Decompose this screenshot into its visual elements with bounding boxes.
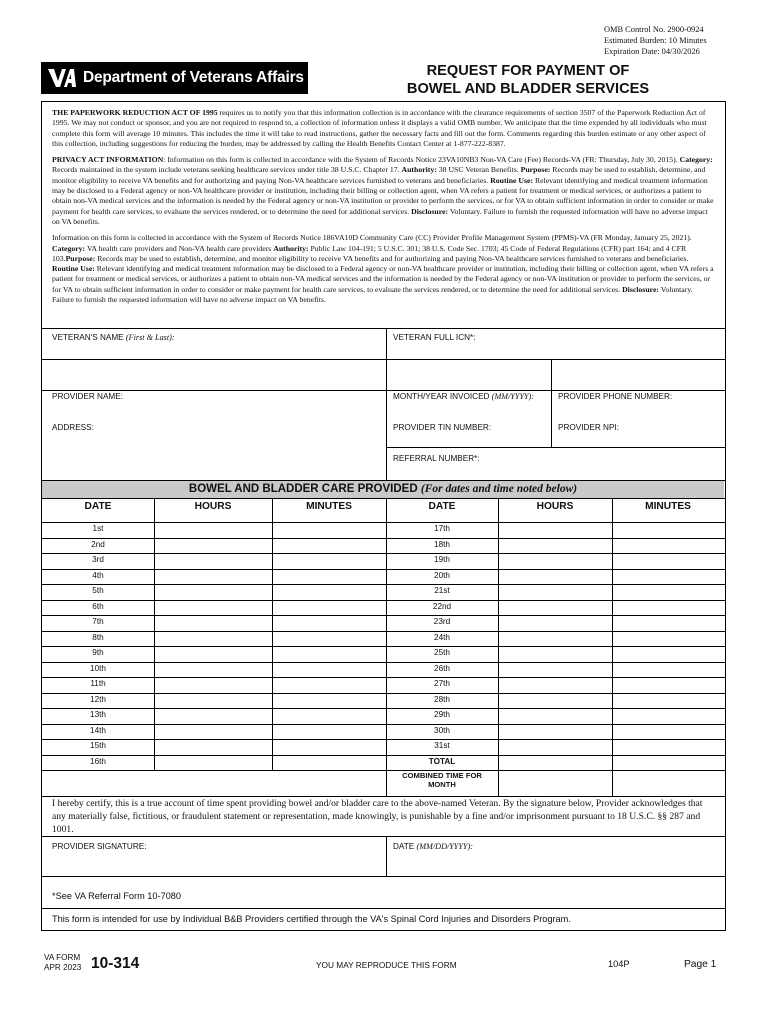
col-minutes-right: MINUTES [645,501,691,512]
provider-name-field[interactable]: PROVIDER NAME: [52,392,123,401]
department-name: Department of Veterans Affairs [83,69,304,86]
intended-use-note: This form is intended for use by Individual B&B Providers certified through the VA's Spinal Cord Injuries and Disorders Program. [52,914,571,924]
information-notice: Information on this form is collected in accordance with the System of Records Notice 186VA10D Community Care (CC) Provider Profile Management System (PPMS)-VA (FR Monday, January 25, 2021). Category: VA health care providers and Non-VA health care providers Authority: Public Law 104-191; 5 U.S.C. 301; 38 U.S. Code Sec. 1703; 45 Code of Federal Regulations (CFR) part 164; and 4 CFR 103.Purpose: Records may be used to establish, determine, and monitor eligibility to receive VA benefits and for authorizing and paying Non-VA healthcare services furnished to veterans and beneficiaries. Routine Use: Relevant identifying and medical treatment information may be disclosed to a Federal agency or non-VA healthcare provider or institution, including their billing or collection agent, when VA refers a patient for treatment or medical services, or authorizes a patient to obtain non-VA medical services and the information is needed by the Federal agency or non-VA institution or provider to perform the services, or for VA to obtain sufficient information in order to consider or make payment for health care services, to evaluate the services rendered, or to determine the need for additional services. Disclosure: Voluntary. Failure to furnish the requested information will have no adverse impact on VA benefits. [52,233,714,305]
grid-row-line [42,615,725,616]
grid-row-line [42,724,725,725]
day-cell: 20th [434,570,450,580]
day-cell: 29th [434,710,450,719]
grid-row-line [42,553,725,554]
provider-phone-field[interactable]: PROVIDER PHONE NUMBER: [558,392,673,401]
day-cell: 8th [92,632,104,642]
day-cell: 22nd [432,601,452,611]
grid-row-line [42,677,725,678]
grid-row-line [42,522,725,523]
day-cell: 3rd [92,555,104,564]
day-cell: 10th [90,663,106,673]
grid-row-line [42,646,725,647]
grid-row-line [42,770,725,771]
referral-number-field[interactable]: REFERRAL NUMBER*: [393,454,480,463]
provider-npi-field[interactable]: PROVIDER NPI: [558,423,619,432]
total-label: TOTAL [428,756,456,766]
grid-row-line [42,584,725,585]
grid-row-line [42,755,725,756]
day-cell: 26th [434,663,450,673]
day-cell: 2nd [91,539,105,549]
day-cell: 19th [434,555,450,564]
veteran-icn-field[interactable]: VETERAN FULL ICN*: [393,333,476,342]
privacy-notice: PRIVACY ACT INFORMATION: Information on this form is collected in accordance with the System of Records Notice 23VA10NB3 Non-VA Care (Fee) Records-VA (FR: Thursday, July 30, 2015). Category: Records maintained in the system include veterans seeking healthcare services under title 38 U.S.C. Chapter 17. Authority: 38 USC Veteran Benefits. Purpose: Records may be used to establish, determine, and monitor eligibility to receive VA benefits and for authorizing and paying Non-VA healthcare services furnished to veterans and beneficiaries. Routine Use: Relevant identifying and medical treatment information may be disclosed to a Federal agency or non-VA healthcare provider or institution, including their billing or collection agent, when VA refers a patient for treatment or medical services, or authorizes a patient to obtain non-VA medical services and the information is needed by the Federal agency or non-VA institution or provider to perform the services, or for VA to obtain sufficient information in order to consider or make payment for health care services, to evaluate the services rendered, or to determine the need for additional services. Disclosure: Voluntary. Failure to furnish the requested information will have no adverse impact on VA benefits. [52,155,714,226]
veteran-name-field[interactable]: VETERAN'S NAME (First & Last): [52,333,175,342]
day-cell: 5th [92,586,104,595]
provider-signature-field[interactable]: PROVIDER SIGNATURE: [52,842,147,851]
va-logo [41,62,308,94]
address-field[interactable]: ADDRESS: [52,423,94,432]
combined-time-label: COMBINED TIME FOR MONTH [402,771,482,789]
title-line-2: BOWEL AND BLADDER SERVICES [406,81,650,97]
day-cell: 9th [92,648,104,657]
day-cell: 6th [92,601,104,611]
grid-bottom-line [42,796,725,797]
day-cell: 21st [434,586,450,595]
title-line-1: REQUEST FOR PAYMENT OF [426,63,630,79]
col-date-left: DATE [84,501,112,512]
day-cell: 15th [90,741,106,750]
col-hours-right: HOURS [536,501,574,512]
day-cell: 4th [92,570,104,580]
referral-form-note: *See VA Referral Form 10-7080 [52,891,182,901]
omb-control-number: OMB Control No. 2900-0924 [604,25,704,34]
omb-block [604,24,707,57]
form-code: 104P [608,959,630,969]
form-body [41,101,726,931]
form-footer [41,951,726,981]
paperwork-notice: THE PAPERWORK REDUCTION ACT OF 1995 requires us to notify you that this information collection is in accordance with the clearance requirements of section 3507 of the Paperwork Reduction Act of 1995. We may not conduct or sponsor, and you are not required to respond to, a collection of information unless it displays a valid OMB number. We anticipate that the time expended by all individuals who must complete this form will average 10 minutes. This includes the time it will take to read instructions, gather the necessary facts and fill out the form. Comments regarding this burden estimate or any other aspect of this collection, including suggestions for reducing the burden, may be addressed by calling the Health Benefits Contact Center at 1-877-222-8387. [52,108,707,148]
day-cell: 24th [434,632,450,642]
certification-statement: I hereby certify, this is a true account of time spent providing bowel and/or bladder care to the above-named Veteran. By the signature below, Provider acknowledges that any materially false, fictitious, or fraudulent statement or representation, made knowingly, is punishable by a fine and/or imprisonment pursuant to 18 U.S.C. §§ 287 and 1001. [52,798,703,835]
day-cell: 14th [90,725,106,735]
col-date-right: DATE [428,501,456,512]
provider-tin-field[interactable]: PROVIDER TIN NUMBER: [393,423,492,432]
day-cell: 13th [90,710,106,719]
col-hours-left: HOURS [194,501,232,512]
day-cell: 25th [434,648,450,657]
care-table-title: BOWEL AND BLADDER CARE PROVIDED (For dates and time noted below) [42,481,724,498]
grid-row-line [42,631,725,632]
signature-date-field[interactable]: DATE (MM/DD/YYYY): [393,842,473,851]
grid-col-line [272,498,273,770]
grid-row-line [42,662,725,663]
form-number: 10-314 [91,955,140,972]
day-cell: 12th [90,694,106,704]
day-cell: 31st [434,741,450,750]
grid-row-line [42,538,725,539]
day-cell: 27th [434,679,450,688]
va-seal-icon [47,67,77,89]
expiration-date: Expiration Date: 04/30/2026 [604,47,700,56]
va-form-label: VA FORM APR 2023 [44,953,82,972]
form-header [41,62,726,100]
reproduce-notice: YOU MAY REPRODUCE THIS FORM [316,960,457,970]
grid-col-line [612,498,613,796]
day-cell: 18th [434,539,450,549]
grid-row-line [42,708,725,709]
day-cell: 7th [92,617,104,626]
day-cell: 30th [434,725,450,735]
grid-row-line [42,693,725,694]
grid-col-line [154,498,155,770]
day-cell: 23rd [433,617,451,626]
page-number: Page 1 [684,959,717,970]
estimated-burden: Estimated Burden: 10 Minutes [604,36,707,45]
day-cell: 1st [92,524,104,533]
grid-row-line [42,600,725,601]
notices [42,102,725,305]
day-cell: 16th [90,756,106,766]
day-cell: 11th [90,679,106,688]
col-minutes-left: MINUTES [306,501,352,512]
form-title [308,62,726,100]
grid-row-line [42,569,725,570]
grid-row-line [42,739,725,740]
day-cell: 28th [434,694,450,704]
grid-col-line [498,498,499,796]
month-year-field[interactable]: MONTH/YEAR INVOICED (MM/YYYY): [393,392,535,401]
day-cell: 17th [434,524,450,533]
